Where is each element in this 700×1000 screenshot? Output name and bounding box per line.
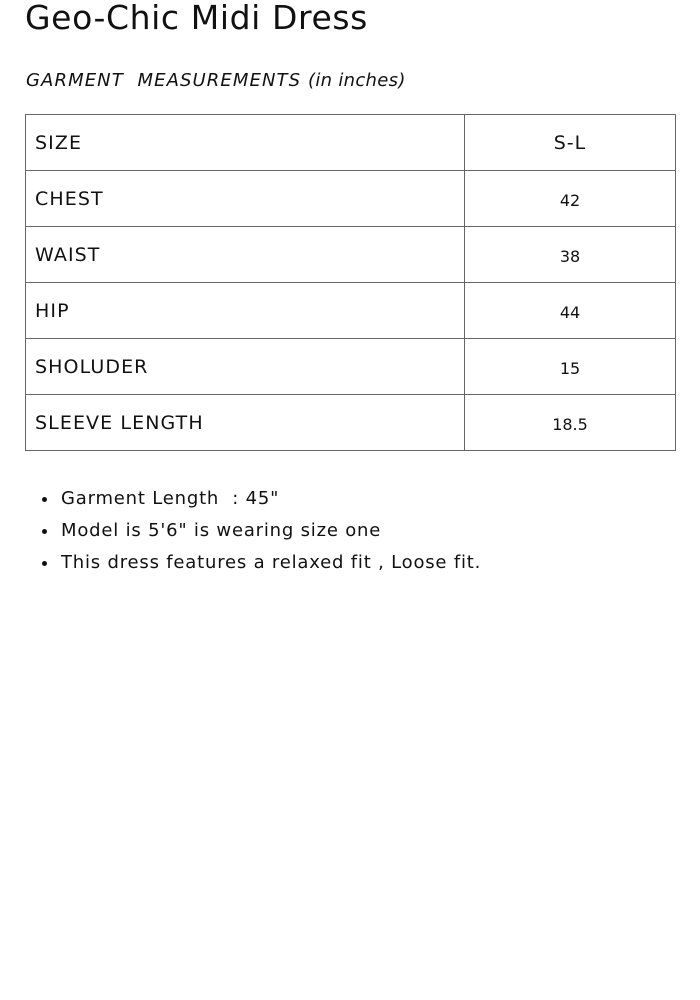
bullet-icon xyxy=(42,497,47,502)
size-chart-table xyxy=(25,114,676,451)
row-label-chest: CHEST xyxy=(26,171,465,227)
row-label-sleeve-length: SLEEVE LENGTH xyxy=(26,395,465,451)
bullet-icon xyxy=(42,561,47,566)
row-label-hip: HIP xyxy=(26,283,465,339)
row-value-shoulder: 15 xyxy=(465,339,676,395)
note-text: This dress features a relaxed fit , Loose fit. xyxy=(61,552,482,573)
note-text: Model is 5'6" is wearing size one xyxy=(61,520,382,541)
page-title: Geo-Chic Midi Dress xyxy=(25,0,368,37)
table-row-shoulder xyxy=(26,339,676,395)
row-value-sleeve-length: 18.5 xyxy=(465,395,676,451)
table-row-hip xyxy=(26,283,676,339)
note-text: Garment Length : 45" xyxy=(61,488,280,509)
note-model-size xyxy=(26,516,481,548)
size-header-value: S-L xyxy=(465,115,676,171)
table-row-sleeve-length xyxy=(26,395,676,451)
unit-note: (in inches) xyxy=(308,70,406,91)
bullet-icon xyxy=(42,529,47,534)
product-notes-list xyxy=(26,484,481,580)
row-label-shoulder: SHOLUDER xyxy=(26,339,465,395)
table-header-row xyxy=(26,115,676,171)
row-value-chest: 42 xyxy=(465,171,676,227)
note-fit xyxy=(26,548,481,580)
note-garment-length xyxy=(26,484,481,516)
row-value-hip: 44 xyxy=(465,283,676,339)
measurements-heading: GARMENT MEASUREMENTS xyxy=(26,70,302,91)
size-header-label: SIZE xyxy=(26,115,465,171)
table-row-waist xyxy=(26,227,676,283)
row-label-waist: WAIST xyxy=(26,227,465,283)
row-value-waist: 38 xyxy=(465,227,676,283)
measurements-subtitle xyxy=(26,68,406,94)
table-row-chest xyxy=(26,171,676,227)
